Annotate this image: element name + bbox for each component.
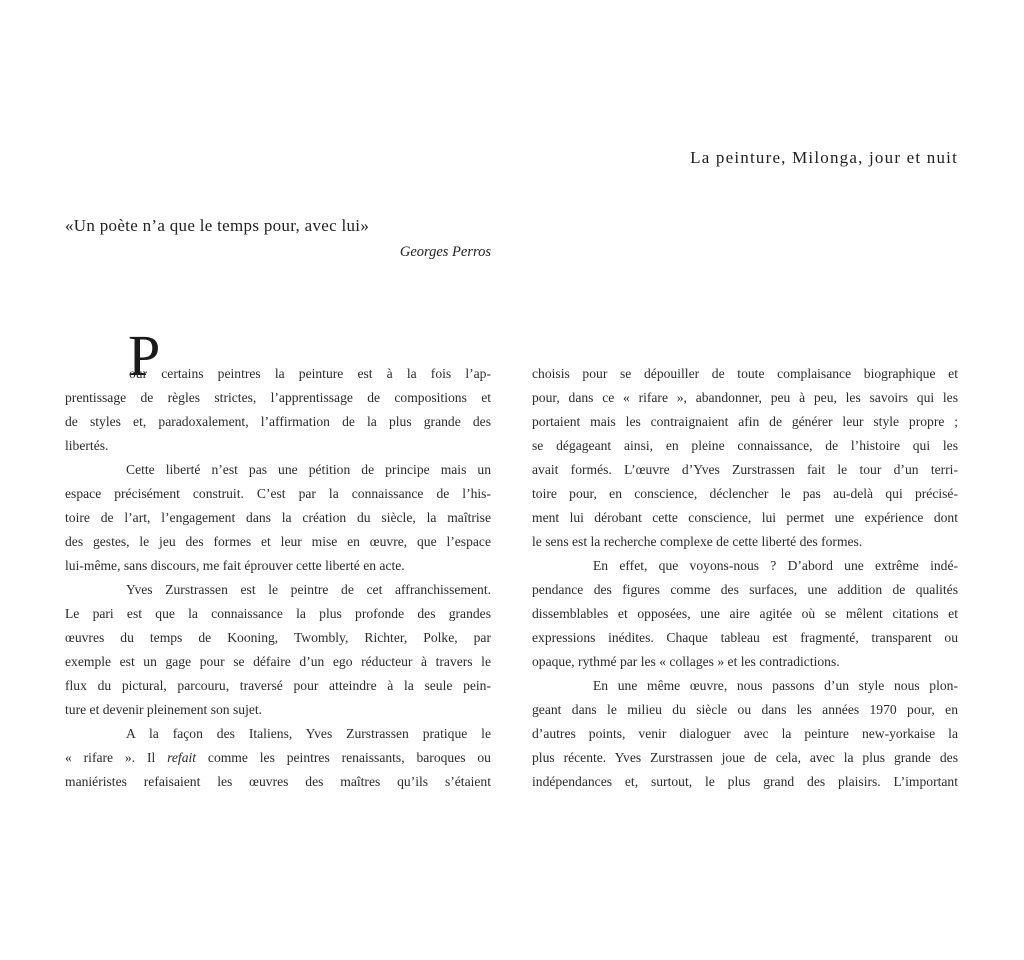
first-line	[65, 323, 491, 388]
text-line	[65, 746, 491, 770]
text-line: avait formés. L’œuvre d’Yves Zurstrassen fait le tour d’un terri-	[532, 462, 958, 477]
text-line: espace précisément construit. C’est par la connaissance de l’his-	[65, 486, 491, 501]
epigraph-quote: «Un poète n’a que le temps pour, avec lui»	[65, 216, 370, 235]
running-title: La peinture, Milonga, jour et nuit	[690, 148, 958, 167]
text-line: toire de l’art, l’engagement dans la création du siècle, la maîtrise	[65, 510, 491, 525]
drop-cap: P	[128, 323, 161, 388]
text-line: exemple est un gage pour se défaire d’un ego réducteur à travers le	[65, 654, 491, 669]
text-line: Le pari est que la connaissance la plus profonde des grandes	[65, 606, 491, 621]
text-line: En une même œuvre, nous passons d’un style nous plon-	[593, 678, 958, 693]
emphasis: refait	[167, 750, 197, 765]
text-line: geant dans le milieu du siècle ou dans les années 1970 pour, en	[532, 702, 958, 717]
text-line: maniéristes refaisaient les œuvres des maîtres qu’ils s’étaient	[65, 774, 491, 789]
text-line: le sens est la recherche complexe de cette liberté des formes.	[532, 534, 863, 549]
text-line: dissemblables et opposées, une aire agitée où se mêlent citations et	[532, 606, 958, 621]
right-column	[532, 362, 958, 794]
text-line: Cette liberté n’est pas une pétition de principe mais un	[126, 462, 491, 477]
epigraph-author: Georges Perros	[399, 244, 491, 260]
text-line: prentissage de règles strictes, l’apprentissage de compositions et	[65, 390, 491, 405]
text-line: se dégageant ainsi, en pleine connaissance, de l’histoire qui les	[532, 438, 958, 453]
text-line: portaient mais les contraignaient afin de générer leur style propre ;	[532, 414, 958, 429]
text-line: opaque, rythmé par les « collages » et les contradictions.	[532, 654, 840, 669]
text-line: de styles et, paradoxalement, l’affirmation de la plus grande des	[65, 414, 491, 429]
text-fragment: comme les peintres renaissants, baroques ou	[207, 750, 491, 765]
text-line: indépendances et, surtout, le plus grand des plaisirs. L’important	[532, 774, 958, 789]
left-column	[65, 323, 491, 794]
text-line: œuvres du temps de Kooning, Twombly, Richter, Polke, par	[65, 630, 491, 645]
text-line: choisis pour se dépouiller de toute complaisance biographique et	[532, 366, 958, 381]
text-line: A la façon des Italiens, Yves Zurstrassen pratique le	[126, 726, 491, 741]
text-fragment: « rifare ». Il	[65, 750, 156, 765]
text-line: expressions inédites. Chaque tableau est fragmenté, transparent ou	[532, 630, 958, 645]
text-line: Yves Zurstrassen est le peintre de cet affranchissement.	[126, 582, 491, 597]
text-line: ment lui dérobant cette conscience, lui permet une expérience dont	[532, 510, 958, 525]
text-line: En effet, que voyons-nous ? D’abord une extrême indé-	[593, 558, 958, 573]
text-line: toire pour, en conscience, déclencher le pas au-delà qui précisé-	[532, 486, 958, 501]
text-line: pour, dans ce « rifare », abandonner, peu à peu, les savoirs qui les	[532, 390, 958, 405]
text-line: lui-même, sans discours, me fait éprouver cette liberté en acte.	[65, 558, 405, 573]
text-line: d’autres points, venir dialoguer avec la peinture new-yorkaise la	[532, 726, 958, 741]
text-line: pendance des figures comme des surfaces, une addition de qualités	[532, 582, 958, 597]
text-line: des gestes, le jeu des formes et leur mise en œuvre, que l’espace	[65, 534, 491, 549]
text-line: plus récente. Yves Zurstrassen joue de cela, avec la plus grande des	[532, 750, 958, 765]
text-line: our certains peintres la peinture est à la fois l’ap-	[129, 366, 491, 381]
text-line: libertés.	[65, 438, 109, 453]
text-line: flux du pictural, parcouru, traversé pour atteindre à la seule pein-	[65, 678, 491, 693]
text-line: ture et devenir pleinement son sujet.	[65, 702, 263, 717]
epigraph	[65, 216, 491, 261]
